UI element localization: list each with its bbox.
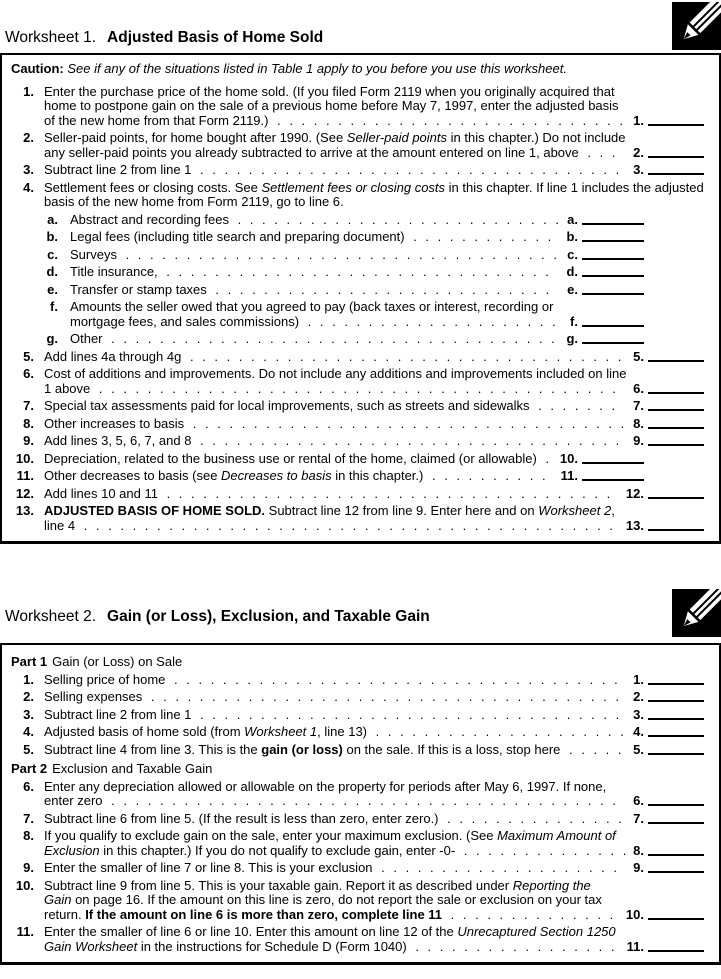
line-number: 11.: [16, 468, 34, 483]
line-number: 8.: [23, 415, 34, 431]
entry-number: 5.: [633, 348, 644, 364]
line-text: [70, 300, 564, 329]
dot-leader: . . . . . . . . . . . . . . . . . . . . . . . . . . . . . . . . . . . . . . . . . . .: [90, 380, 616, 396]
line-number: 6.: [23, 366, 34, 381]
text-segment: Other increases to basis: [44, 415, 185, 431]
line-row: [8, 690, 704, 705]
line-number: 2.: [23, 689, 34, 704]
text-segment: If you qualify to exclude gain on the sale, enter your maximum exclusion. (See: [44, 828, 498, 843]
line-row: [8, 812, 704, 827]
entry: [633, 794, 704, 809]
text-segment: Selling expenses: [44, 689, 143, 704]
entry-number: 4.: [633, 724, 644, 739]
text-segment: Legal fees (including title search and preparing document): [70, 229, 405, 244]
line-number: 5.: [23, 348, 34, 364]
line-row: [8, 725, 704, 740]
line-row: [8, 673, 704, 688]
text-segment: Other decreases to basis (see: [44, 468, 222, 483]
entry: [633, 163, 704, 178]
entry: [633, 725, 704, 740]
dot-leader: . . . . . . . . . . . . . . . . . . . . . . . . . . . . . . . . . . .: [191, 433, 620, 448]
entry: [633, 114, 704, 129]
line-text: [44, 417, 627, 432]
text-segment: Subtract line 9 from line 5. This is your taxable gain. Report it as described under: [44, 877, 513, 893]
line-number: 7.: [23, 810, 34, 826]
entry-number: c.: [567, 246, 578, 262]
entry-number: 8.: [633, 842, 644, 858]
entry: [570, 315, 644, 330]
entry-blank-line: [582, 342, 644, 344]
text-segment: Maximum Amount of Exclusion: [44, 828, 616, 858]
entry-number: 10.: [559, 450, 578, 466]
dot-leader: . . . . . . . . . . . .: [404, 229, 552, 244]
entry: [566, 230, 644, 245]
entry-number: 13.: [625, 517, 644, 533]
line-number: 5.: [23, 741, 34, 757]
text-segment: Abstract and recording fees: [70, 211, 229, 227]
dot-leader: . . . . . . . . . . . . . . . . . . . . .: [299, 313, 556, 329]
entry: [633, 690, 704, 705]
text-segment: Transfer or stamp taxes: [70, 281, 207, 297]
line-text: [70, 230, 560, 245]
text-segment: Title insurance,: [70, 264, 158, 279]
text-segment: Special tax assessments paid for local improvements, such as streets and sidewalks: [44, 398, 530, 413]
text-segment: Amounts the seller owed that you agreed to pay (back taxes or interest, recording or mortgage fees, and sales commissions): [70, 299, 554, 329]
worksheet2-rows: [2, 645, 719, 962]
entry-blank-line: [648, 497, 704, 499]
entry-blank-line: [648, 950, 704, 952]
text-segment: Selling price of home: [44, 671, 166, 687]
entry-blank-line: [648, 718, 704, 720]
line-number: b.: [46, 229, 58, 244]
line-number: 4.: [23, 179, 34, 195]
entry-blank-line: [648, 156, 704, 158]
text-segment: Subtract line 12 from line 9. Enter here and on: [265, 503, 539, 518]
entry-blank-line: [582, 258, 644, 260]
line-text: [44, 487, 620, 502]
worksheet2-box: [0, 643, 721, 965]
entry-blank-line: [582, 479, 644, 481]
line-number: 2.: [23, 130, 34, 145]
caution-text: See if any of the situations listed in Table 1 apply to you before you use this worksheet.: [63, 61, 567, 76]
text-segment: Reporting the Gain: [44, 877, 591, 907]
entry-number: 2.: [633, 144, 644, 160]
text-segment: Add lines 4a through 4g: [44, 348, 182, 364]
dot-leader: . . . . . . . . . . . . . . . . . . . . . . . . . . . . . . . .: [157, 264, 549, 279]
text-segment: Settlement fees or closing costs: [261, 179, 446, 195]
entry-number: b.: [566, 229, 578, 244]
entry-number: 2.: [633, 689, 644, 704]
text-segment: Subtract line 6 from line 5. (If the result is less than zero, enter zero.): [44, 810, 439, 826]
entry-number: 10.: [625, 906, 644, 922]
dot-leader: . . . . . . . . . . . . . . .: [438, 810, 622, 826]
text-segment: Add lines 10 and 11: [44, 485, 158, 501]
dot-leader: . . . . . . . . . . . . . .: [442, 906, 614, 922]
line-text: [44, 85, 627, 129]
entry-number: a.: [567, 211, 578, 227]
entry: [567, 248, 644, 263]
line-row: [8, 743, 704, 758]
entry: [633, 743, 704, 758]
line-text: [44, 350, 627, 365]
dot-leader: . . . . . . . . . . . . . . . . . . . . . . . . . . .: [228, 211, 560, 227]
entry: [566, 265, 644, 280]
line-number: e.: [47, 281, 58, 297]
line-text: [44, 469, 555, 484]
line-number: 11.: [16, 924, 34, 939]
line-row: [8, 85, 704, 129]
line-row: [8, 163, 704, 178]
text-segment: Worksheet 1: [244, 724, 318, 739]
line-text: [70, 283, 561, 298]
text-segment: Seller-paid points: [346, 130, 448, 145]
line-row: [8, 879, 704, 923]
entry-blank-line: [582, 223, 644, 225]
entry: [633, 417, 704, 432]
text-segment: Decreases to basis: [221, 468, 332, 483]
dot-leader: . . . . . . . . . . . . . . . . . . . . . . . . . . . . .: [268, 112, 623, 128]
line-text: [70, 213, 561, 228]
entry-number: 11.: [560, 468, 578, 483]
line-text: [44, 181, 704, 210]
entry-number: 7.: [633, 398, 644, 413]
entry-blank-line: [648, 804, 704, 806]
dot-leader: . . . . . . . . . . . . . . . . . . . . . . . . . . . . . . . . . . .: [191, 706, 620, 722]
entry-number: 1.: [633, 112, 644, 128]
line-text: [44, 812, 627, 827]
line-row: [8, 367, 704, 396]
entry-number: g.: [566, 331, 578, 346]
dot-leader: . . . . . . . . . . . . . . . . . . . . . . . . . . . . . . . . . . . .: [184, 415, 625, 431]
text-segment: Subtract line 2 from line 1: [44, 162, 192, 177]
entry: [626, 908, 704, 923]
entry-number: 9.: [633, 860, 644, 875]
entry: [633, 434, 704, 449]
entry-blank-line: [648, 427, 704, 429]
line-number: 12.: [15, 485, 34, 501]
line-row: [8, 861, 704, 876]
text-segment: , line 4: [44, 503, 615, 533]
line-number: d.: [46, 264, 58, 279]
entry: [633, 844, 704, 859]
entry-number: 12.: [625, 485, 644, 501]
line-text: [44, 673, 627, 688]
part-label: Part 2: [11, 761, 48, 776]
line-text: [70, 248, 561, 263]
line-number: 4.: [23, 724, 34, 739]
entry-blank-line: [582, 293, 644, 295]
text-segment: Seller-paid points, for home bought after 1990. (See: [44, 130, 347, 145]
line-row: [8, 248, 704, 263]
entry: [561, 469, 644, 484]
text-segment: Depreciation, related to the business use or rental of the home, claimed (or allowable): [44, 450, 537, 466]
line-number: 10.: [15, 877, 34, 893]
caution-note: [2, 55, 719, 77]
worksheet1-rows: [2, 77, 719, 542]
entry-number: 5.: [633, 741, 644, 757]
line-number: 8.: [23, 828, 34, 843]
entry-blank-line: [648, 444, 704, 446]
entry-number: 1.: [633, 671, 644, 687]
worksheet1-title: Adjusted Basis of Home Sold: [107, 29, 324, 46]
line-row: [8, 504, 704, 533]
dot-leader: . . .: [578, 144, 616, 160]
dot-leader: .: [536, 450, 550, 466]
line-number: a.: [47, 211, 58, 227]
line-text: [44, 690, 627, 705]
line-text: [44, 743, 627, 758]
line-text: [44, 725, 627, 740]
entry-blank-line: [582, 462, 644, 464]
text-segment: in this chapter.): [331, 468, 424, 483]
text-segment: on the sale. If this is a loss, stop here: [342, 741, 561, 757]
line-number: f.: [50, 299, 58, 314]
part-title: Exclusion and Taxable Gain: [52, 761, 213, 776]
entry-blank-line: [648, 918, 704, 920]
line-row: [8, 452, 704, 467]
text-segment: in this chapter.) If you do not qualify to exclude gain, enter -0-: [99, 842, 456, 858]
line-text: [44, 829, 627, 858]
line-row: [8, 469, 704, 484]
line-number: 9.: [23, 433, 34, 448]
line-row: [8, 350, 704, 365]
text-segment: Cost of additions and improvements. Do not include any additions and improvements included on line 1 above: [44, 366, 627, 396]
entry-blank-line: [648, 700, 704, 702]
entry: [633, 673, 704, 688]
line-row: [8, 417, 704, 432]
text-segment: , line 13): [317, 724, 368, 739]
text-segment: Enter the smaller of line 6 or line 10. Enter this amount on line 12 of the: [44, 924, 458, 939]
text-segment: in this chapter.) Do not include any seller-paid points you already subtracted to arrive at the amount entered on line 1, above: [44, 130, 626, 160]
part-label: Part 1: [11, 654, 48, 669]
line-row: [8, 332, 704, 347]
entry-number: 6.: [633, 793, 644, 808]
entry-blank-line: [648, 735, 704, 737]
text-segment: Other: [70, 331, 103, 346]
text-segment: Enter the purchase price of the home sold. (If you filed Form 2119 when you originally acquired that home to postpone gain on the sale of a previous home before May 7, 1997, enter the adjusted basis of the new home from that Form 2119.): [44, 83, 619, 128]
dot-leader: . . . . . . . . . . . . . . . . . . . . .: [367, 724, 624, 739]
dot-leader: . . . . . . . . . . . . . .: [455, 842, 627, 858]
entry-blank-line: [582, 325, 644, 327]
worksheet2-label: Worksheet 2.: [5, 608, 97, 625]
line-number: 6.: [23, 778, 34, 794]
line-row: [8, 487, 704, 502]
pencil-icon: [672, 589, 721, 637]
line-row: [8, 434, 704, 449]
text-segment: Adjusted basis of home sold (from: [44, 724, 245, 739]
entry-number: 3.: [633, 706, 644, 722]
line-number: 1.: [23, 83, 34, 99]
text-segment: Add lines 3, 5, 6, 7, and 8: [44, 433, 192, 448]
text-segment: Settlement fees or closing costs. See: [44, 179, 262, 195]
entry: [567, 283, 644, 298]
entry-number: 9.: [633, 433, 644, 448]
line-text: [44, 879, 620, 923]
entry: [633, 812, 704, 827]
dot-leader: . . . . .: [560, 741, 622, 757]
line-text: [44, 434, 627, 449]
pencil-icon: [672, 2, 721, 50]
entry-number: f.: [570, 313, 578, 329]
line-text: [70, 265, 560, 280]
entry: [566, 332, 644, 347]
dot-leader: . . . . . . . . . . . . . . . . . . . . . . . . . . . . . . . . . . . . .: [102, 331, 555, 346]
text-segment: Surveys: [70, 246, 117, 262]
entry: [627, 940, 704, 955]
line-row: [8, 399, 704, 414]
line-text: [44, 861, 627, 876]
line-row: [8, 265, 704, 280]
entry-number: 11.: [626, 938, 644, 954]
worksheet2-header: [5, 608, 430, 625]
text-segment: gain (or loss): [261, 741, 343, 757]
dot-leader: . . . . . . . . . . . . . . . . . . . .: [372, 860, 618, 875]
text-segment: Worksheet 2: [538, 503, 612, 518]
line-row: [8, 283, 704, 298]
line-text: [44, 131, 627, 160]
entry: [626, 519, 704, 534]
text-segment: ADJUSTED BASIS OF HOME SOLD.: [44, 503, 266, 518]
part-heading: [8, 655, 704, 670]
entry-blank-line: [648, 529, 704, 531]
text-segment: on page 16. If the amount on this line is zero, do not report the sale or exclusion on your tax return.: [44, 892, 602, 922]
caution-label: Caution:: [11, 61, 64, 76]
entry-blank-line: [648, 753, 704, 755]
entry: [633, 350, 704, 365]
dot-leader: . . . . . . . . . . . . . . . . . . . . . . . . . . . . . . . . . . . . . . . . . . . .: [75, 517, 613, 533]
worksheet2-title: Gain (or Loss), Exclusion, and Taxable Gain: [107, 608, 430, 625]
line-row: [8, 925, 704, 954]
dot-leader: . . . . . . . . . . . . . . . . . . . . . . . . . . . . . . . . . . . .: [116, 246, 558, 262]
entry-blank-line: [648, 822, 704, 824]
line-number: g.: [46, 331, 58, 346]
entry-blank-line: [648, 360, 704, 362]
entry-number: 8.: [633, 415, 644, 431]
worksheet1-label: Worksheet 1.: [5, 29, 97, 46]
entry-blank-line: [648, 124, 704, 126]
entry-blank-line: [648, 173, 704, 175]
dot-leader: . . . . . . . . . . . . . . . . . . . . . . . . . . . . . . . . . . . .: [181, 348, 622, 364]
entry-blank-line: [648, 683, 704, 685]
entry-blank-line: [582, 275, 644, 277]
entry: [633, 861, 704, 876]
line-text: [44, 452, 554, 467]
entry-number: 7.: [633, 810, 644, 826]
entry: [626, 487, 704, 502]
entry-blank-line: [648, 409, 704, 411]
text-segment: Enter any depreciation allowed or allowable on the property for periods after May 6, 1997. If none, enter zero: [44, 778, 607, 808]
line-text: [44, 399, 627, 414]
entry-number: e.: [567, 281, 578, 297]
dot-leader: . . . . . . . . . . . . . . . . . . . . . . . . . . . . . . . . . . . . .: [165, 671, 618, 687]
entry-blank-line: [648, 392, 704, 394]
text-segment: Subtract line 2 from line 1: [44, 706, 192, 722]
line-number: 10.: [15, 450, 34, 466]
line-number: c.: [47, 246, 58, 262]
line-row: [8, 780, 704, 809]
text-segment: If the amount on line 6 is more than zero, complete line 11: [85, 906, 443, 922]
dot-leader: . . . . . . . . . . . . . . . . . . . . . . . . . . . .: [206, 281, 550, 297]
entry-blank-line: [582, 240, 644, 242]
line-row: [8, 300, 704, 329]
line-text: [44, 708, 627, 723]
line-number: 7.: [23, 398, 34, 413]
line-text: [44, 925, 621, 954]
text-segment: Unrecaptured Section 1250 Gain Worksheet: [44, 924, 616, 954]
dot-leader: . . . . . . . . . . . . . . . . . . . . . . . . . . . . . . . . . . . . . . .: [142, 689, 620, 704]
dot-leader: . . . . . . .: [529, 398, 616, 413]
line-text: [44, 163, 627, 178]
line-number: 3.: [23, 706, 34, 722]
entry: [567, 213, 644, 228]
entry-number: 3.: [633, 162, 644, 177]
line-number: 1.: [23, 671, 34, 687]
dot-leader: . . . . . . . . . . . . . . . . .: [406, 938, 615, 954]
line-number: 13.: [15, 503, 34, 518]
line-row: [8, 829, 704, 858]
line-text: [44, 780, 627, 809]
dot-leader: . . . . . . . . . . . . . . . . . . . . . . . . . . . . . . . . . . . . .: [157, 485, 611, 501]
entry-blank-line: [648, 871, 704, 873]
text-segment: Subtract line 4 from line 3. This is the: [44, 741, 262, 757]
line-number: 3.: [23, 162, 34, 177]
dot-leader: . . . . . . . . . .: [423, 468, 546, 483]
part-title: Gain (or Loss) on Sale: [52, 654, 183, 669]
line-row: [8, 131, 704, 160]
entry-number: 6.: [633, 380, 644, 396]
dot-leader: . . . . . . . . . . . . . . . . . . . . . . . . . . . . . . . . . . . . . . . . . .: [102, 793, 616, 808]
entry: [560, 452, 644, 467]
worksheet1-box: [0, 53, 721, 544]
line-text: [44, 367, 627, 396]
line-text: [44, 504, 620, 533]
part-heading: [8, 762, 704, 777]
entry: [633, 399, 704, 414]
dot-leader: . . . . . . . . . . . . . . . . . . . . . . . . . . . . . . . . . . .: [191, 162, 620, 177]
line-row: [8, 230, 704, 245]
line-text: [70, 332, 560, 347]
worksheet1-header: [5, 29, 323, 46]
line-row: [8, 213, 704, 228]
entry: [633, 708, 704, 723]
text-segment: Enter the smaller of line 7 or line 8. This is your exclusion: [44, 860, 373, 875]
entry: [633, 382, 704, 397]
line-number: 9.: [23, 860, 34, 875]
line-row: [8, 708, 704, 723]
text-segment: in the instructions for Schedule D (Form 1040): [137, 938, 407, 954]
entry-blank-line: [648, 854, 704, 856]
text-segment: in this chapter. If line 1 includes the adjusted basis of the new home from Form 2119, go to line 6.: [44, 179, 704, 209]
entry-number: d.: [566, 264, 578, 279]
line-row: [8, 181, 704, 210]
entry: [633, 146, 704, 161]
